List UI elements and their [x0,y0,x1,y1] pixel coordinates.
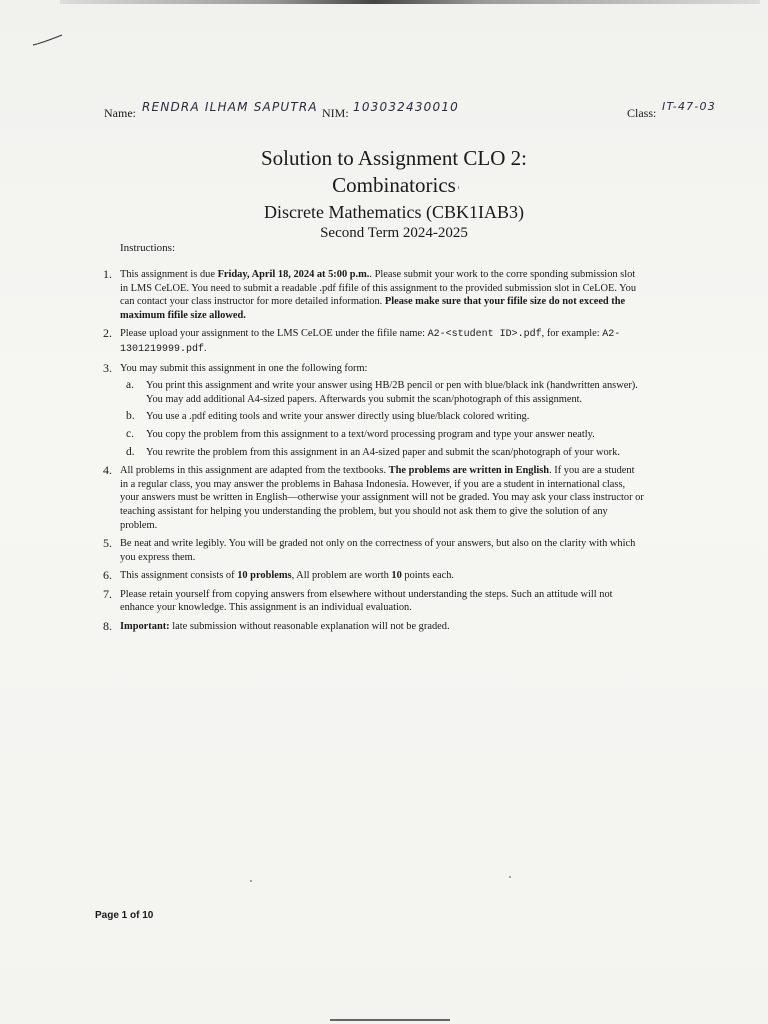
title-line-1: Solution to Assignment CLO 2: [260,146,528,170]
points-value: 10 [391,570,402,582]
item-text: All problems in this assignment are adapted from the textbooks. [120,465,389,477]
class-handwritten: IT-47-03 [662,100,716,113]
instruction-item-1 [96,268,644,322]
instruction-item-7 [96,588,644,615]
title-line-2: Combinatorics [332,173,456,197]
student-info-row [0,96,768,126]
item-text: points each. [401,570,455,582]
item-bold-text: The problems are written in English [388,465,550,477]
item-text: . If you are a student in a regular class, you may answer the problems in Bahasa Indonesia. However, if you are a student in international class, your answers must be written in English—otherwise your assignment will not be graded. You may ask your class instructor or teaching assistant for helping you understanding the problem, but you should not ask them to give the solution of any problem. [120,465,644,531]
sub-item-b [120,410,644,424]
filename-pattern: A2-<student ID>.pdf [427,329,542,341]
item-number: 4. [103,463,112,478]
item-text: This assignment consists of [120,570,238,582]
page-number: Page 1 of 10 [95,910,154,921]
item-text: Please upload your assignment to the LMS CeLOE under the fifile name: [120,328,428,340]
instructions-list [96,268,644,639]
paper-bottom-edge [330,1019,450,1021]
paper-top-edge [60,0,760,4]
sub-item-d [120,446,644,460]
item-number: 8. [103,619,112,634]
nim-handwritten: 103032430010 [353,100,460,114]
item-bold-text: Important: [120,621,170,633]
filename-example: A2-1301219999.pdf [120,329,621,355]
name-label: Name: [104,106,136,120]
item-text: You may submit this assignment in one the following form: [120,362,368,374]
item-text: , All problem are worth [291,570,392,582]
sub-item-letter: a. [126,379,134,392]
pen-stroke-mark [32,33,64,47]
item-text: Please retain yourself from copying answers from elsewhere without understanding the steps. Such an attitude will not enhance your knowledge. This assignment is an individual evaluation. [120,588,613,614]
item-number: 3. [103,360,112,375]
instruction-item-2 [96,327,644,356]
item-number: 7. [103,586,112,601]
item-number: 6. [103,568,112,583]
item-number: 5. [103,536,112,551]
item-number: 2. [103,326,112,341]
instruction-item-3 [96,362,644,460]
item-text: late submission without reasonable explanation will not be graded. [169,621,450,633]
sub-item-text: You print this assignment and write your answer using HB/2B pencil or pen with blue/black ink (handwritten answer). You may add additional A4-sized papers. Afterwards you submit the scan/photograph of this assignment. [146,380,638,405]
instruction-item-6 [96,569,644,583]
instruction-item-5 [96,537,644,564]
course-name: Discrete Mathematics (CBK1IAB3) [264,202,524,222]
sub-item-text: You copy the problem from this assignment to a text/word processing program and type your answer neatly. [146,428,595,440]
sub-item-text: You rewrite the problem from this assignment in an A4-sized paper and submit the scan/photograph of your work. [146,446,620,458]
item-text: . [204,342,207,354]
instructions-label: Instructions: [120,242,175,254]
item-text: , for example: [541,328,603,340]
instruction-item-8 [96,620,644,634]
title-block [0,145,768,243]
item-text: . Please submit your work to the corre sponding submission slot in LMS CeLOE. You need to submit a readable .pdf fifile of this assignment to the provided submission slot in CeLOE. You can contact your class instructor for more detailed information. [120,269,637,308]
nim-label: NIM: [322,106,349,120]
term: Second Term 2024-2025 [320,225,468,241]
name-handwritten: RENDRA ILHAM SAPUTRA [142,100,318,114]
item-text: Be neat and write legibly. You will be graded not only on the correctness of your answers, but also on the clarity with which you express them. [120,538,636,563]
scan-speck [458,186,459,189]
item-bold-text: Please make sure that your fifile size do not exceed the maximum fifile size allowed. [120,296,626,321]
sub-item-c [120,428,644,442]
scan-speck [250,880,252,882]
sub-item-letter: b. [126,410,135,423]
item-text: This assignment is due [120,269,218,280]
scan-speck [509,876,511,878]
sub-item-letter: c. [126,427,134,440]
class-label: Class: [627,106,657,120]
item-number: 1. [103,267,112,281]
sub-item-letter: d. [126,445,135,458]
instruction-item-4 [96,464,644,532]
sub-item-a [120,379,644,406]
sub-item-text: You use a .pdf editing tools and write your answer directly using blue/black colored writing. [146,411,530,423]
due-date: Friday, April 18, 2024 at 5:00 p.m. [217,269,370,280]
problem-count: 10 problems [237,570,292,582]
